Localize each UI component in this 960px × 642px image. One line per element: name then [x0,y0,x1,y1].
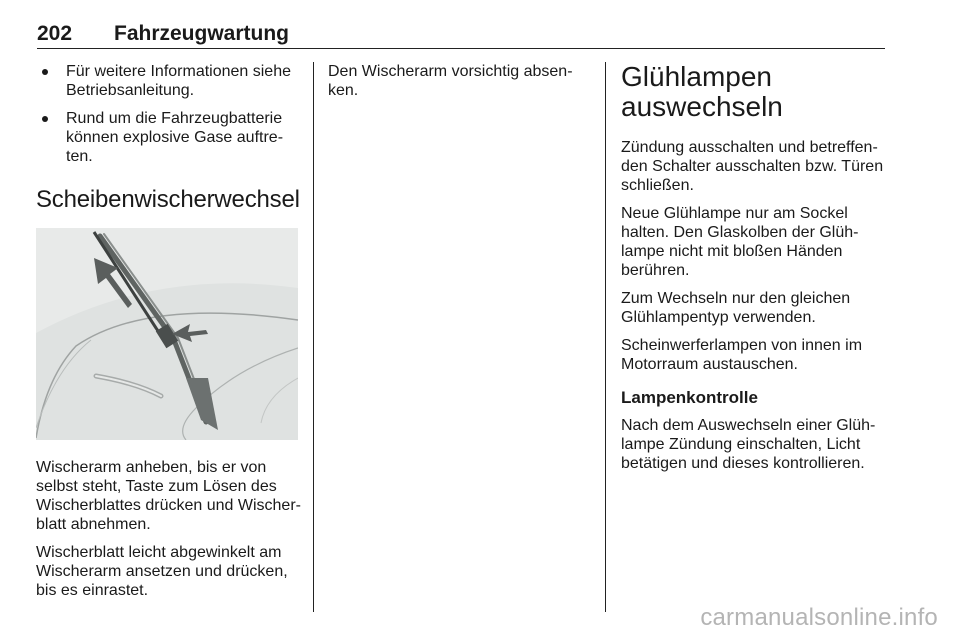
paragraph: Neue Glühlampe nur am Sockel halten. Den Glaskolben der Glüh-lampe nicht mit bloßen Händen berühren. [621,205,859,279]
bullet-item: Rund um die Fahrzeugbatterie können explosive Gase auftre-ten. [36,109,302,166]
watermark: carmanualsonline.info [700,604,938,631]
paragraph: Scheinwerferlampen von innen im Motorraum austauschen. [621,337,863,373]
paragraph: Zum Wechseln nur den gleichen Glühlampentyp verwenden. [621,290,851,326]
paragraph: Den Wischerarm vorsichtig absen-ken. [328,63,573,99]
section-title: Scheibenwischerwechsel [36,186,300,213]
bullet-item: Für weitere Informationen siehe Betriebsanleitung. [36,62,302,100]
paragraph: Nach dem Auswechseln einer Glüh-lampe Zündung einschalten, Licht betätigen und dieses kontrollieren. [621,417,876,472]
paragraph: Wischerblatt leicht abgewinkelt am Wischerarm ansetzen und drücken, bis es einrastet. [36,544,288,599]
page-number: 202 [37,22,73,45]
subsection-title: Lampenkontrolle [621,388,758,407]
paragraph: Zündung ausschalten und betreffen-den Schalter ausschalten bzw. Türen schließen. [621,139,884,194]
wiper-arm-illustration [36,228,298,440]
column-divider [605,62,606,612]
bullet-list [36,62,302,166]
column-divider [313,62,314,612]
chapter-title: Fahrzeugwartung [114,22,290,45]
paragraph: Wischerarm anheben, bis er von selbst steht, Taste zum Lösen des Wischerblattes drücken und Wischer-blatt abnehmen. [36,459,301,533]
column-middle [328,62,590,109]
section-title: Glühlampen auswechseln [621,61,783,122]
column-right [621,62,891,482]
page-header [37,22,885,49]
column-left [36,62,302,609]
